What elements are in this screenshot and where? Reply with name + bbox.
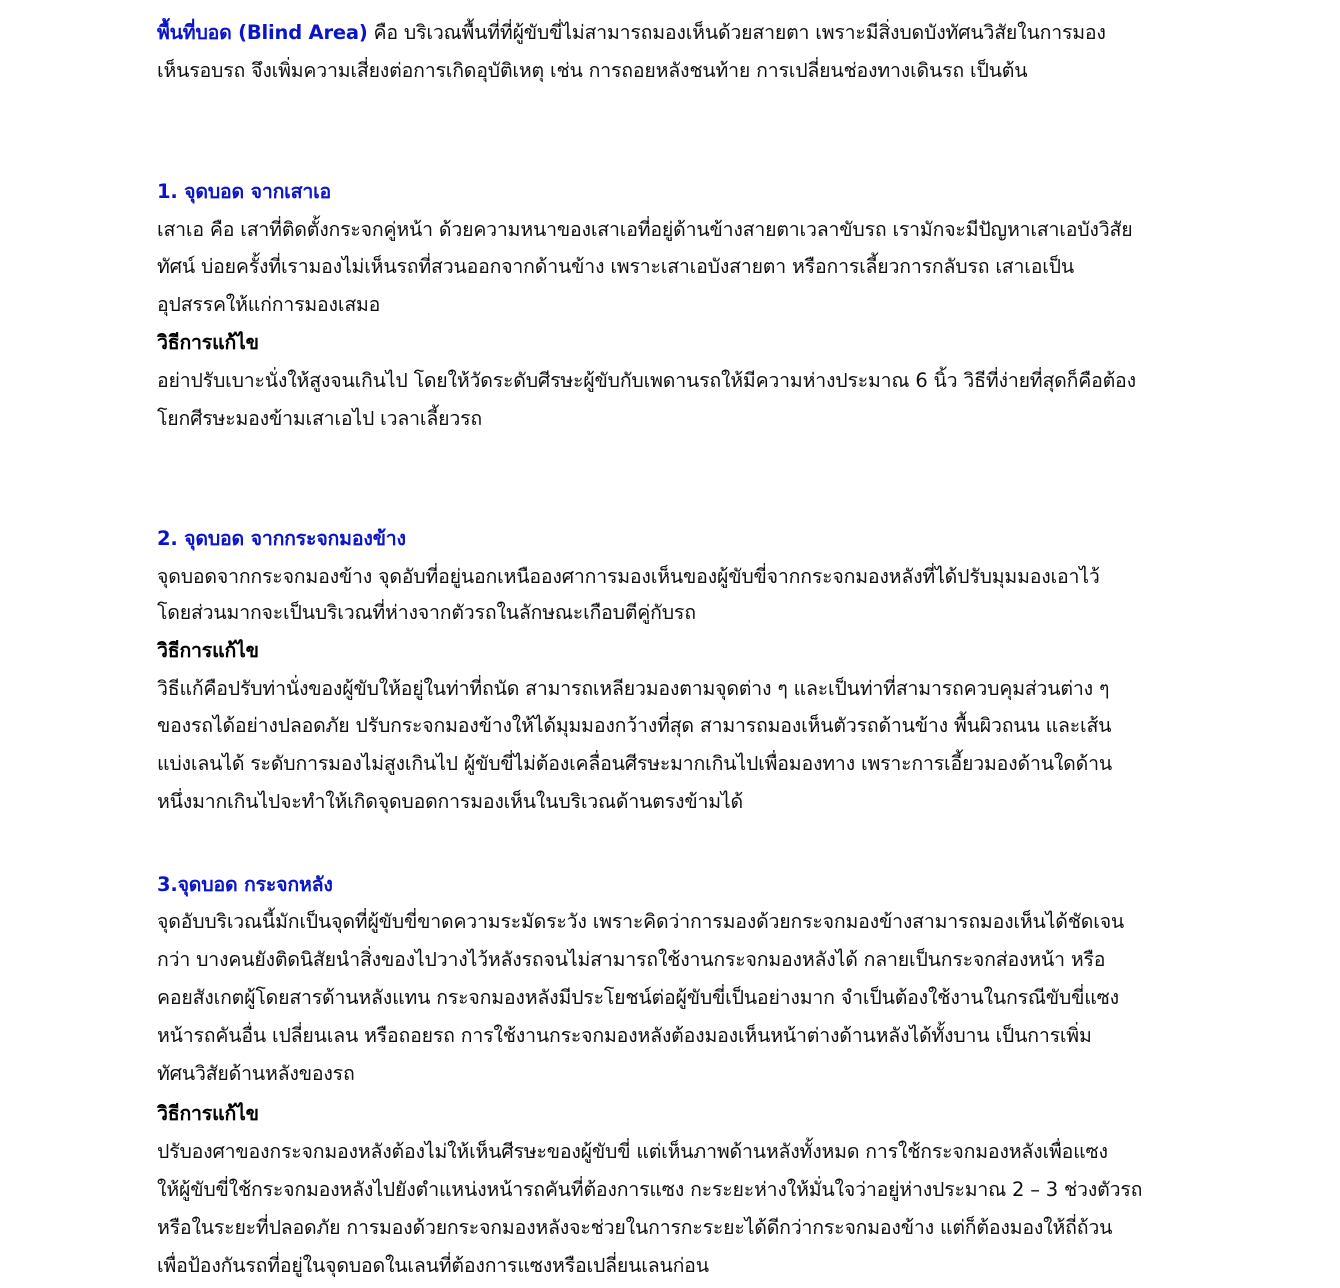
section-heading-2: 2. จุดบอด จากกระจกมองข้าง (157, 527, 406, 550)
section-3-fix-label: วิธีการแก้ไข (157, 1102, 259, 1125)
section-1-body-line: ทัศน์ บ่อยครั้งที่เรามองไม่เห็นรถที่สวนออกจากด้านข้าง เพราะเสาเอบังสายตา หรือการเลี้ยวการกลับรถ เสาเอเป็น (157, 255, 1074, 278)
section-1-fix-label: วิธีการแก้ไข (157, 331, 259, 354)
section-2-fix-line: ของรถได้อย่างปลอดภัย ปรับกระจกมองข้างให้ได้มุมมองกว้างที่สุด สามารถมองเห็นตัวรถด้านข้าง พื้นผิวถนน และเส้น (157, 714, 1112, 737)
intro-term: พื้นที่บอด (Blind Area) (157, 21, 368, 44)
section-1-body-line: อุปสรรคให้แก่การมองเสมอ (157, 293, 381, 316)
intro-line-1 (157, 20, 1106, 46)
section-2-body-line: จุดบอดจากกระจกมองข้าง จุดอับที่อยู่นอกเหนือองศาการมองเห็นของผู้ขับขี่จากกระจกมองหลังที่ได้ปรับมุมมองเอาไว้ (157, 565, 1100, 588)
section-3-fix-line: หรือในระยะที่ปลอดภัย การมองด้วยกระจกมองหลังจะช่วยในการกะระยะได้ดีกว่ากระจกมองข้าง แต่ก็ต้องมองให้ถี่ถ้วน (157, 1216, 1113, 1239)
section-3-body-line: จุดอับบริเวณนี้มักเป็นจุดที่ผู้ขับขี่ขาดความระมัดระวัง เพราะคิดว่าการมองด้วยกระจกมองข้างสามารถมองเห็นได้ชัดเจน (157, 910, 1125, 933)
section-1-fix-line: อย่าปรับเบาะนั่งให้สูงจนเกินไป โดยให้วัดระดับศีรษะผู้ขับกับเพดานรถให้มีความห่างประมาณ 6 นิ้ว วิธีที่ง่ายที่สุดก็คือต้อง (157, 369, 1136, 392)
section-2-body-line: โดยส่วนมากจะเป็นบริเวณที่ห่างจากตัวรถในลักษณะเกือบตีคู่กับรถ (157, 601, 696, 624)
section-2-fix-label: วิธีการแก้ไข (157, 639, 259, 662)
section-3-fix-line: ปรับองศาของกระจกมองหลังต้องไม่ให้เห็นศีรษะของผู้ขับขี่ แต่เห็นภาพด้านหลังทั้งหมด การใช้กระจกมองหลังเพื่อแซง (157, 1140, 1108, 1163)
intro-definition: คือ บริเวณพื้นที่ที่ผู้ขับขี่ไม่สามารถมองเห็นด้วยสายตา เพราะมีสิ่งบดบังทัศนวิสัยในการมอง (367, 21, 1106, 44)
section-2-fix-line: แบ่งเลนได้ ระดับการมองไม่สูงเกินไป ผู้ขับขี่ไม่ต้องเคลื่อนศีรษะมากเกินไปเพื่อมองทาง เพราะการเอี้ยวมองด้านใดด้าน (157, 752, 1112, 775)
section-heading-1: 1. จุดบอด จากเสาเอ (157, 180, 332, 203)
intro-line-2: เห็นรอบรถ จึงเพิ่มความเสี่ยงต่อการเกิดอุบัติเหตุ เช่น การถอยหลังชนท้าย การเปลี่ยนช่องทางเดินรถ เป็นต้น (157, 59, 1028, 82)
section-3-body-line: ทัศนวิสัยด้านหลังของรถ (157, 1062, 355, 1085)
section-3-fix-line: ให้ผู้ขับขี่ใช้กระจกมองหลังไปยังตำแหน่งหน้ารถคันที่ต้องการแซง กะระยะห่างให้มั่นใจว่าอยู่ห่างประมาณ 2 – 3 ช่วงตัวรถ (157, 1178, 1143, 1201)
section-3-body-line: คอยสังเกตผู้โดยสารด้านหลังแทน กระจกมองหลังมีประโยชน์ต่อผู้ขับขี่เป็นอย่างมาก จำเป็นต้องใช้งานในกรณีขับขี่แซง (157, 986, 1119, 1009)
section-3-body-line: หน้ารถคันอื่น เปลี่ยนเลน หรือถอยรถ การใช้งานกระจกมองหลังต้องมองเห็นหน้าต่างด้านหลังได้ทั้งบาน เป็นการเพิ่ม (157, 1024, 1092, 1047)
section-1-fix-line: โยกศีรษะมองข้ามเสาเอไป เวลาเลี้ยวรถ (157, 407, 482, 430)
section-heading-3: 3.จุดบอด กระจกหลัง (157, 873, 333, 896)
section-3-fix-line: เพื่อป้องกันรถที่อยู่ในจุดบอดในเลนที่ต้องการแซงหรือเปลี่ยนเลนก่อน (157, 1254, 709, 1277)
section-2-fix-line: วิธีแก้คือปรับท่านั่งของผู้ขับให้อยู่ในท่าที่ถนัด สามารถเหลียวมองตามจุดต่าง ๆ และเป็นท่าที่สามารถควบคุมส่วนต่าง ๆ (157, 677, 1110, 700)
section-3-body-line: กว่า บางคนยังติดนิสัยนำสิ่งของไปวางไว้หลังรถจนไม่สามารถใช้งานกระจกมองหลังได้ กลายเป็นกระจกส่องหน้า หรือ (157, 948, 1106, 971)
section-2-fix-line: หนึ่งมากเกินไปจะทำให้เกิดจุดบอดการมองเห็นในบริเวณด้านตรงข้ามได้ (157, 790, 743, 813)
section-1-body-line: เสาเอ คือ เสาที่ติดตั้งกระจกคู่หน้า ด้วยความหนาของเสาเอที่อยู่ด้านข้างสายตาเวลาขับรถ เรามักจะมีปัญหาเสาเอบังวิสัย (157, 218, 1133, 241)
